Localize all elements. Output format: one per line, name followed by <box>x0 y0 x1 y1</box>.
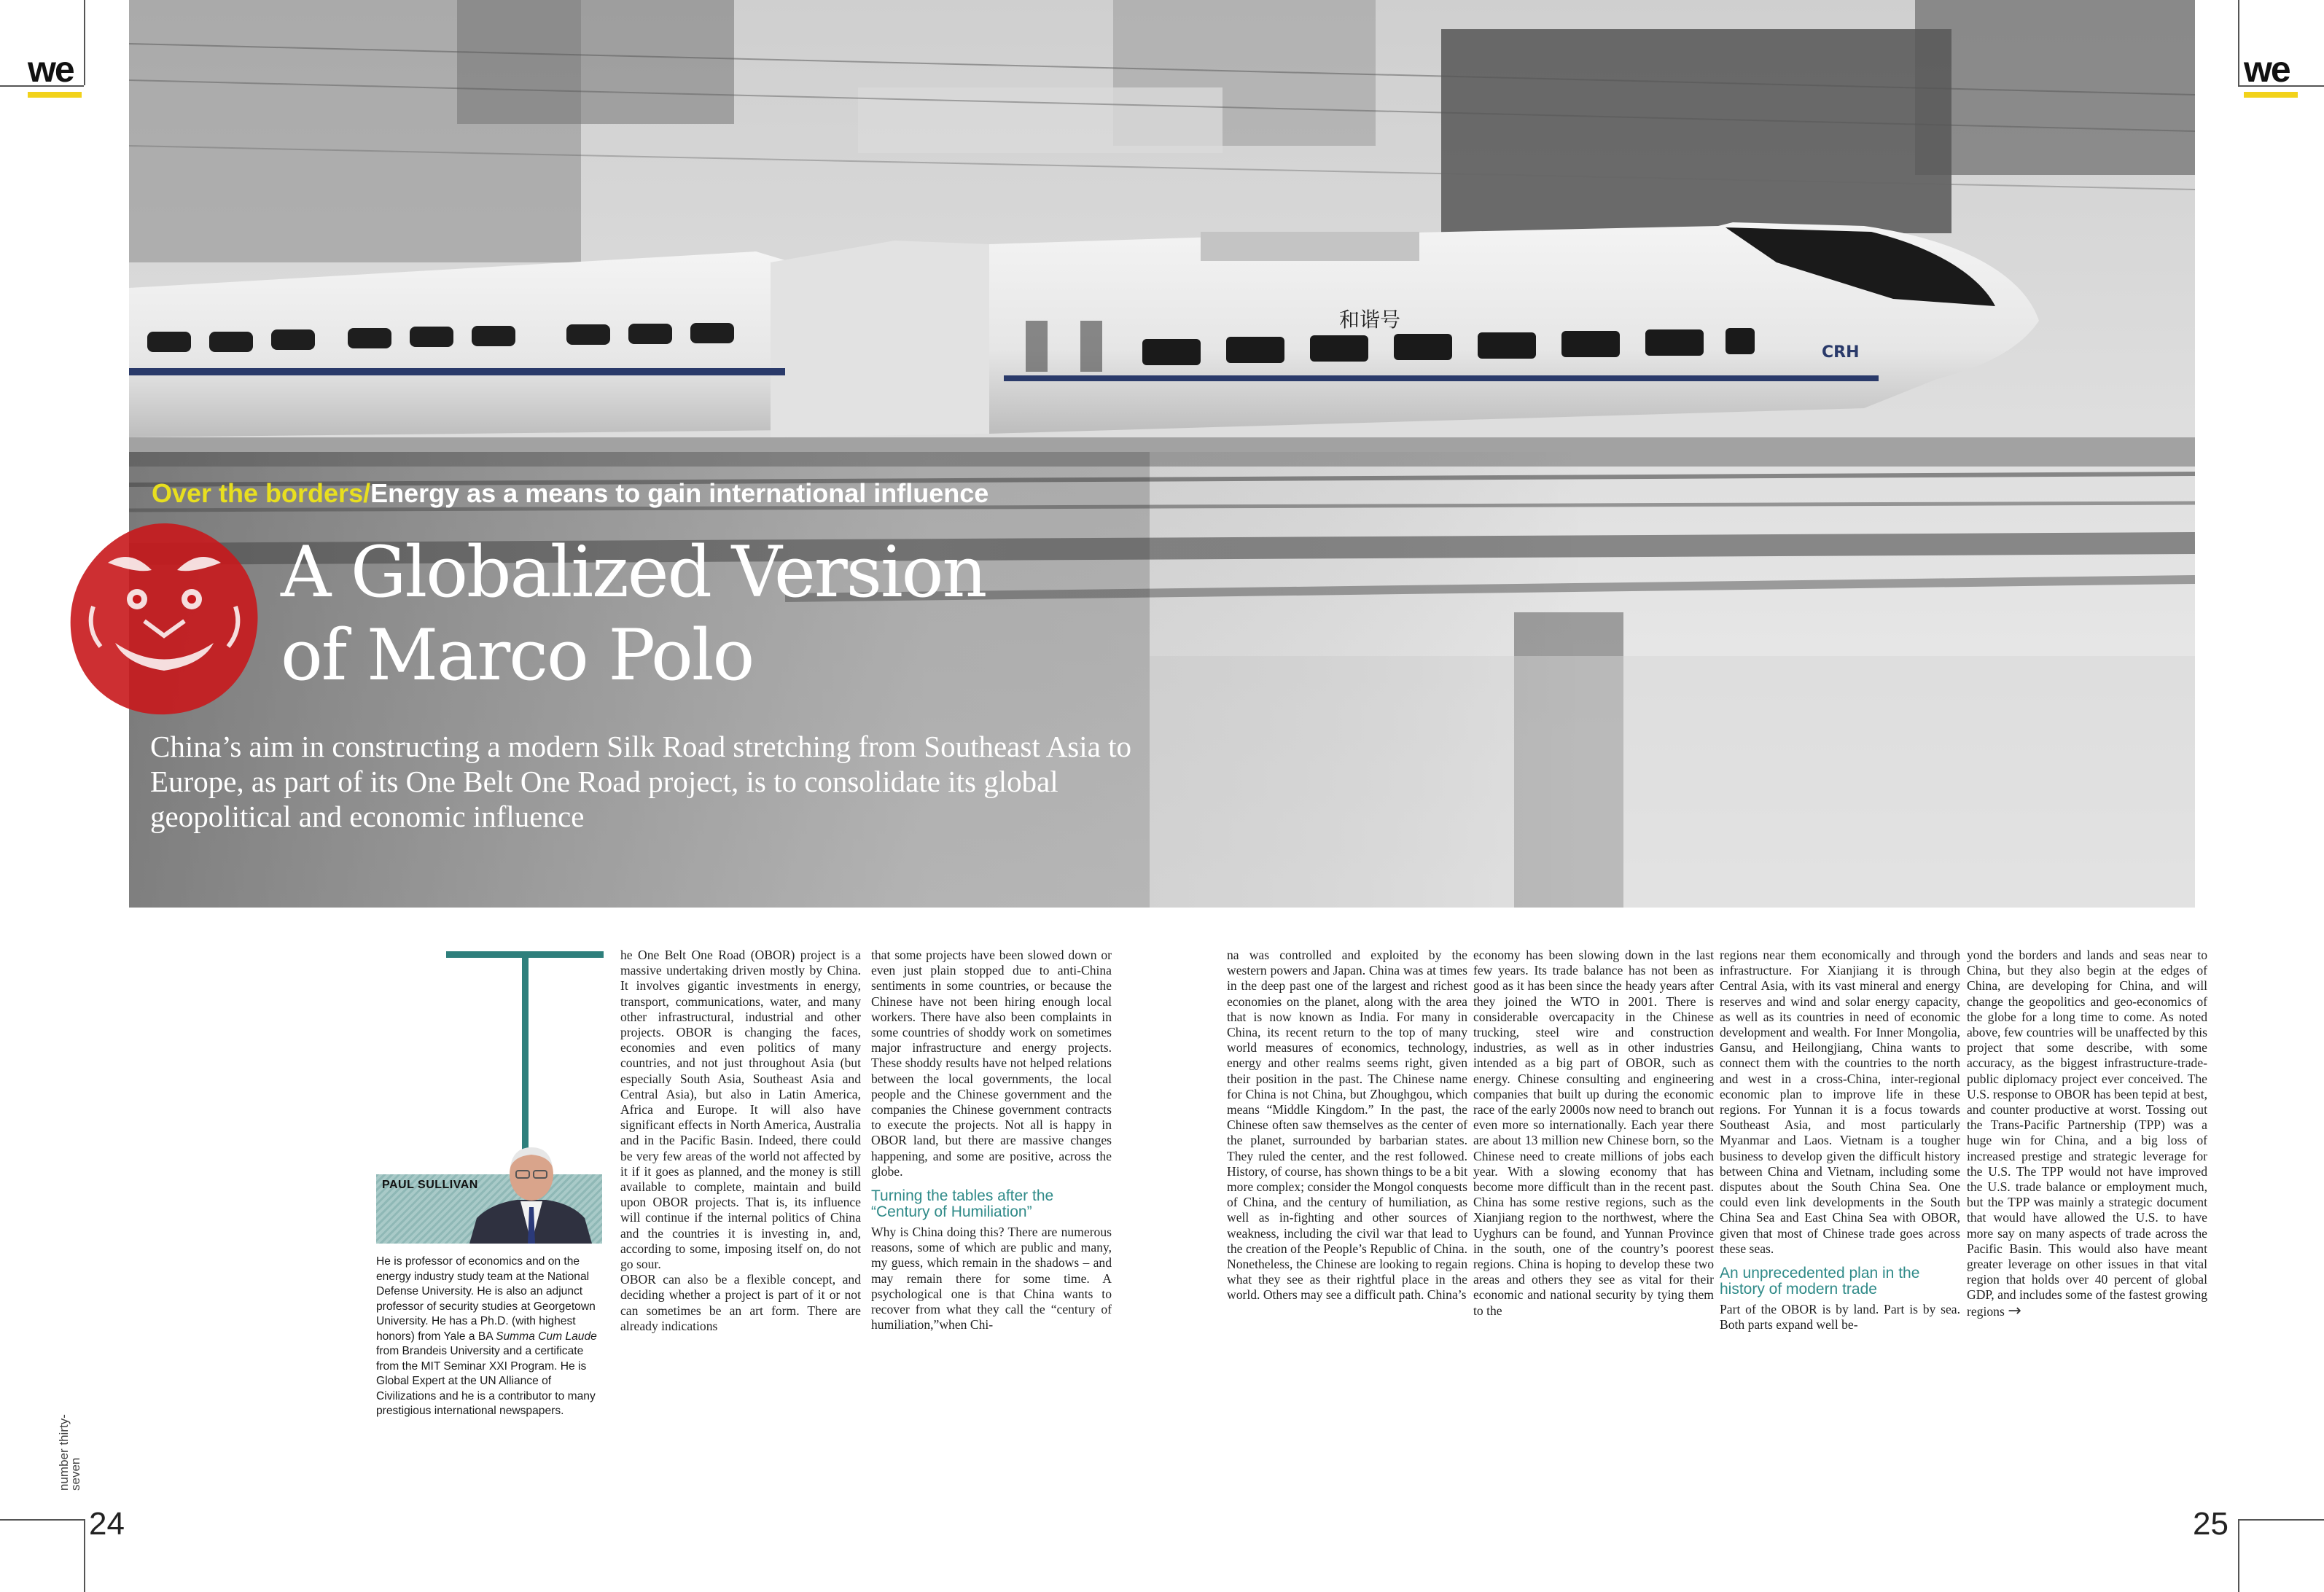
subheading: An unprecedented plan in the history of modern trade <box>1720 1265 1920 1298</box>
title-line-2: of Marco Polo <box>281 614 754 696</box>
magazine-logo <box>2244 51 2298 98</box>
paragraph: that some projects have been slowed down or even just plain stopped due to anti-China sentiments in some countries, or because the Chinese have not been hiring enough local workers. There have also been complaints in some countries of shoddy work on sometimes major infrastructure and energy projects. These shoddy results have not helped relations between the local governments, the local people and the Chinese government and the companies the Chinese government contracts to execute the projects. Not all is happy in OBOR land, but there are massive changes happening, and some are positive, across the globe. <box>871 948 1112 1179</box>
subheading: Turning the tables after the “Century of Humiliation” <box>871 1187 1054 1221</box>
article-deck: China’s aim in constructing a modern Silk Road stretching from Southeast Asia to Europe, as part of its One Belt One Road project, is to consolidate its global geopolitical and economic influence <box>150 730 1131 833</box>
paragraph-text: yond the borders and lands and seas near to China, but they also begin at the edges of China, are developing for China, and will change the geopolitics and geo-economics of the globe for a long time to come. As noted above, few countries will be unaffected by this project that some describe, with some accuracy, as the biggest infrastructure-trade-public diplomacy project ever conceived. The U.S. response to OBOR has been tepid at best, and counter productive at worst. Tossing out the Trans-Pacific Partnership (TPP) was a huge win for China, and a big loss of increased prestige and strategic leverage for the U.S. The TPP would not have improved the U.S. trade balance or employment much, but the TPP was mainly a strategic document that would have allowed the U.S. to have more say on many aspects of trade across the Pacific Basin. This would also have meant greater leverage on other issues in that vital region that holds over 40 percent of global GDP, and includes some of the fastest growing regions <box>1967 948 2207 1319</box>
paragraph: na was controlled and exploited by the western powers and Japan. China was at times in the deep past one of the largest and richest economies on the planet, along with the area that is now known as India. For many in China, its recent return to the top of many world measures of economics, technology, energy and other realms seems right, given their position in the past. The Chinese name for China is not China, but Zhoughgou, which means “Middle Kingdom.” In the past, the Chinese often saw themselves as the center of the planet, surrounded by barbarian states. They ruled the center, and the rest followed. History, of course, has shown things to be a bit more complex; consider the Mongol conquests of China, and the century of humiliation, as well as in-fighting and other sources of weakness, including the civil war that lead to the creation of the People’s Republic of China. Nonetheless, the Chinese are looking to regain what they see as their rightful place in the world. Others may see a difficult path. China’s <box>1227 948 1467 1303</box>
article-column-3 <box>1227 948 1467 1303</box>
paragraph: Part of the OBOR is by land. Part is by sea. Both parts expand well be- <box>1720 1302 1960 1332</box>
drop-cap-t-stem <box>522 955 529 1170</box>
train-chinese-label: 和谐号 <box>1339 308 1401 332</box>
crop-mark <box>84 0 85 85</box>
paragraph: OBOR can also be a flexible concept, and deciding whether a project is part of it or not can sometimes be an art form. There are already indications <box>620 1272 861 1333</box>
paragraph: Why is China doing this? There are numerous reasons, some of which are public and many, my guess, which remain in the shadows – and may remain there for some time. A psychological one is that China wants to recover from what they call the “century of humiliation,”when Chi- <box>871 1225 1112 1332</box>
article-title <box>281 531 1083 697</box>
article-column-4 <box>1473 948 1714 1319</box>
logo-underline <box>28 92 82 98</box>
crop-mark <box>2238 1519 2324 1521</box>
crop-mark <box>84 1519 85 1592</box>
author-name: PAUL SULLIVAN <box>382 1179 478 1191</box>
logo-text: we <box>28 49 74 90</box>
article-column-6 <box>1967 948 2207 1319</box>
crop-mark <box>0 1519 84 1521</box>
crop-mark <box>2238 0 2239 85</box>
continue-arrow-icon: → <box>2008 1301 2021 1320</box>
bio-emphasis: Summa Cum Laude <box>496 1330 597 1343</box>
author-bio <box>376 1255 602 1419</box>
kicker-section: Over the borders/ <box>152 478 371 508</box>
section-kicker <box>152 478 989 509</box>
paragraph: he One Belt One Road (OBOR) project is a massive undertaking driven mostly by China. It involves gigantic investments in energy, transport, communications, water, and many other infrastructural, industrial and other projects. OBOR is changing the faces, economies and even politics of many countries, and not just throughout Asia (but especially South Asia, Southeast Asia and Central Asia), but also in Latin America, Africa and Europe. It will also have significant effects in North America, Australia and in the Pacific Basin. Indeed, there could be very few areas of the world not affected by it if it goes as planned, and the money is still available to complete, maintain and build upon OBOR projects. That is, its influence will continue if the internal politics of China and the countries it is investing in, and, according to some, imposing itself on, do not go sour. <box>620 948 861 1272</box>
logo-underline <box>2244 92 2298 98</box>
author-photo <box>462 1142 599 1244</box>
dragon-seal-icon <box>64 519 265 717</box>
logo-text: we <box>2244 49 2290 90</box>
page-number-left: 24 <box>89 1506 125 1542</box>
article-column-2 <box>871 948 1112 1332</box>
crop-mark <box>2238 1519 2239 1592</box>
title-line-1: A Globalized Version <box>281 531 986 613</box>
article-column-1 <box>620 948 861 1334</box>
bio-text: from Brandeis University and a certificate from the MIT Seminar XXI Program. He is Global Expert at the UN Alliance of Civilizations and he is a contributor to many prestigious international newspapers. <box>376 1345 596 1417</box>
paragraph: economy has been slowing down in the last few years. Its trade balance has not been as good as it has been since the heady years after they joined the WTO in 2001. There is considerable overcapacity in the Chinese trucking, steel wire and construction industries, as well as in other industries intended as a big part of OBOR, such as energy. Chinese consulting and engineering companies that built up during the economic race of the early 2000s now need to branch out even more so internationally. Each year there are about 13 million new Chinese born, so the Chinese need to create millions of jobs each year. With a slowing economy that has become more difficult than in the recent past. China has some restive regions, such as the Xianjiang region to the northwest, where the Uyghurs can be found, and Yunnan Province in the south, one of the country’s poorest regions. China is hoping to develop these two areas and others they see as vital for their economic and national security by tying them to the <box>1473 948 1714 1318</box>
issue-label: number thirty-seven <box>57 1414 82 1491</box>
magazine-logo <box>28 51 82 98</box>
bio-text: He is professor of economics and on the energy industry study team at the National Defense University. He is also an adjunct professor of security studies at Georgetown University. He has a Ph.D. (with highest honors) from Yale a BA <box>376 1255 596 1343</box>
kicker-topic: Energy as a means to gain international influence <box>370 478 989 508</box>
paragraph: regions near them economically and through infrastructure. For Xianjiang it is through Central Asia, with its vast mineral and energy reserves and wind and solar energy capacity, as well as its countries in need of economic development and wealth. For Inner Mongolia, Gansu, and Heilongjiang, China wants to connect them with the countries to the north and west in a cross-China, inter-regional economic plan to improve life in these regions. For Yunnan it is a focus towards Southeast Asia, and most particularly Myanmar and Laos. Vietnam is a tougher business to develop given the difficult history between China and Vietnam, including some disputes about the South China Sea. One could even link developments in the South China Sea and East China Sea with OBOR, given that most of Chinese trade goes across these seas. <box>1720 948 1960 1256</box>
paragraph <box>1967 948 2207 1319</box>
page-number-right: 25 <box>2193 1506 2229 1542</box>
article-column-5 <box>1720 948 1960 1332</box>
train-brand-label: CRH <box>1822 343 1860 362</box>
